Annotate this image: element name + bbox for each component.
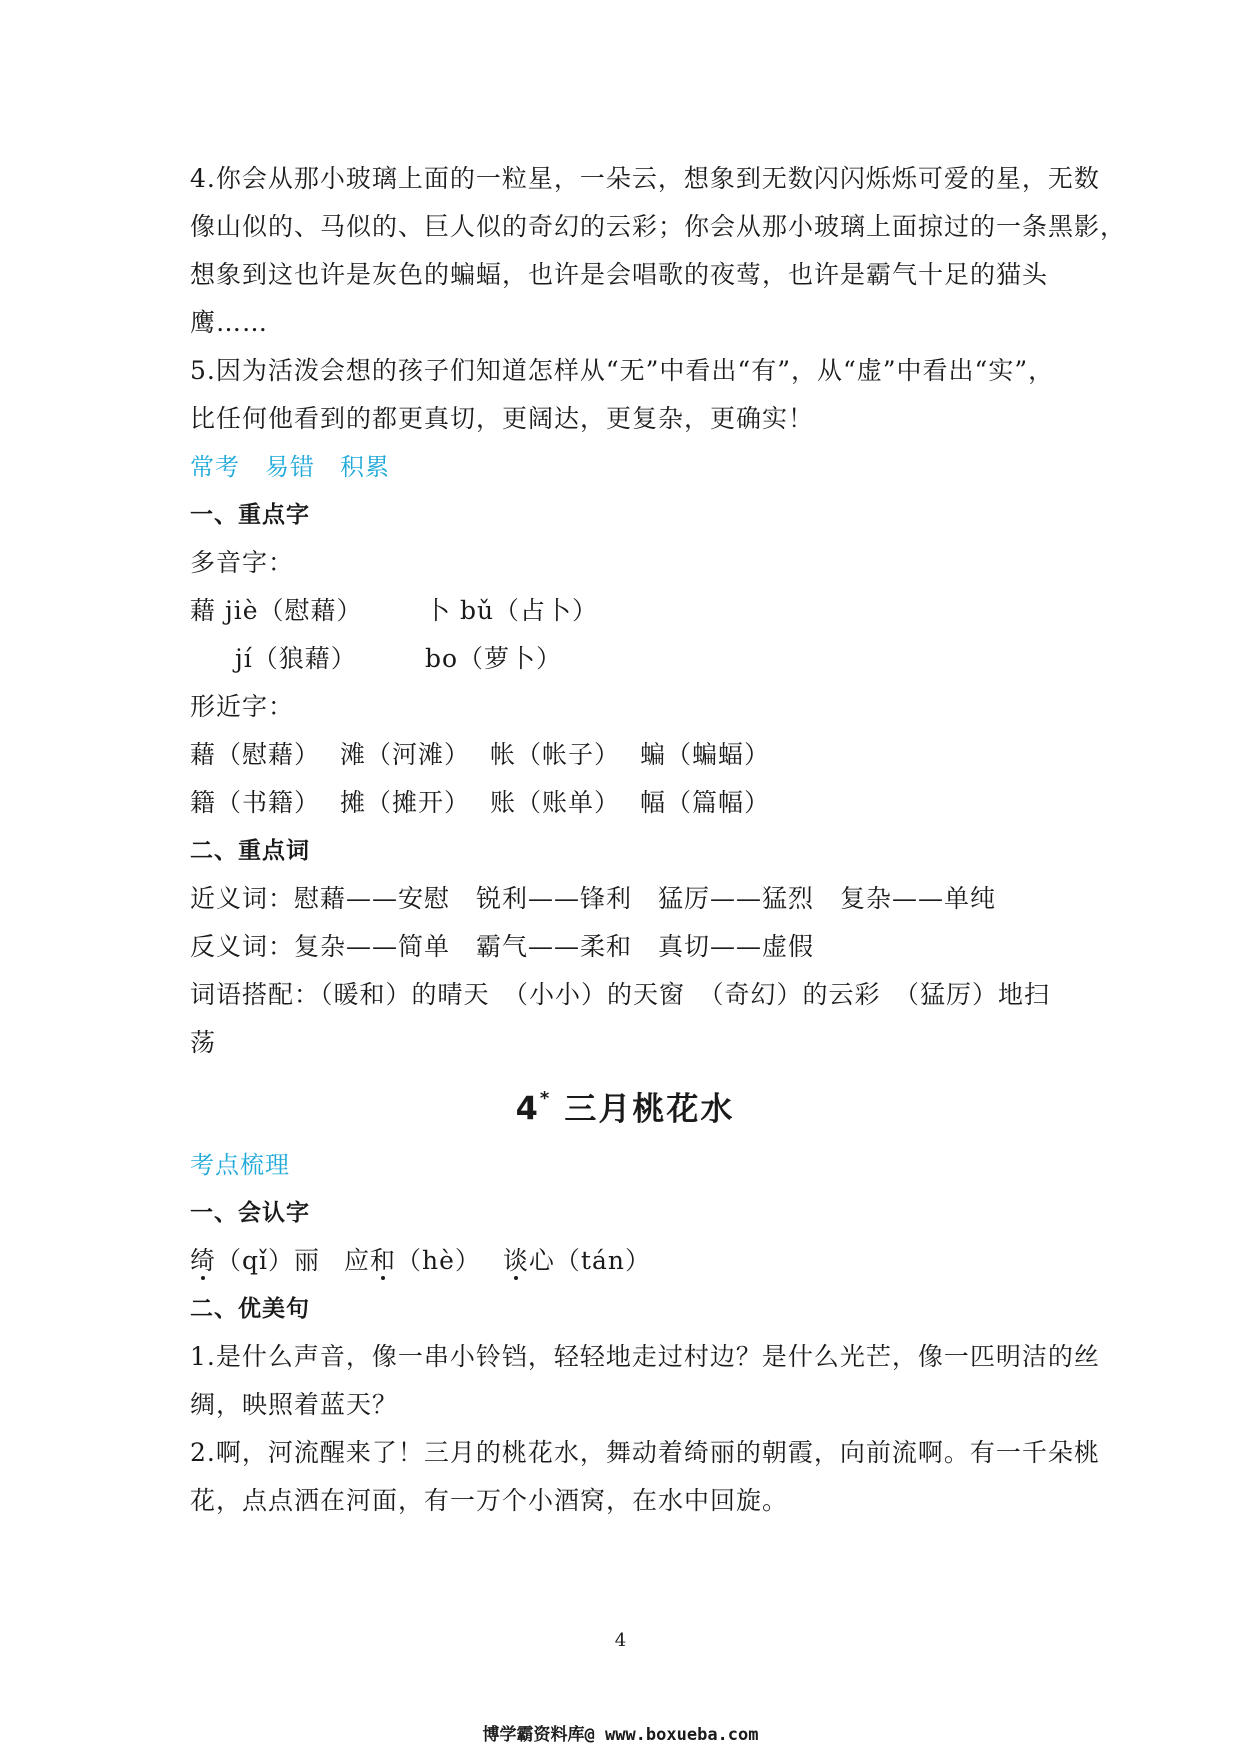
similar-entry: 滩（河滩） [340, 740, 471, 769]
polyphone-label: 多音字： [190, 548, 295, 577]
antonyms-line: 反义词：复杂——简单 霸气——柔和 真切——虚假 [190, 932, 815, 961]
recognize-heading: 一、会认字 [190, 1199, 310, 1226]
synonyms-line: 近义词：慰藉——安慰 锐利——锋利 猛厉——猛烈 复杂——单纯 [190, 884, 997, 913]
recognize-pre: 应 [343, 1245, 370, 1275]
recognize-char: 谈 [502, 1245, 529, 1275]
text-line: 绸，映照着蓝天？ [190, 1389, 399, 1419]
recognize-rest: （qǐ）丽 [216, 1245, 321, 1275]
lesson-number: 4 [515, 1089, 540, 1128]
lesson-name: 三月桃花水 [564, 1089, 735, 1128]
polyphone-entry: bo（萝卜） [425, 644, 563, 673]
passage-item-5 [190, 347, 1060, 443]
section-label-common: 常考 易错 积累 [190, 453, 390, 481]
section-label-outline: 考点梳理 [190, 1150, 290, 1179]
sentences-heading: 二、优美句 [190, 1295, 310, 1322]
collocation-line: 词语搭配：（暖和）的晴天 （小小）的天窗 （奇幻）的云彩 （猛厉）地扫 [190, 980, 1051, 1009]
recognize-rest: （hè） [395, 1245, 481, 1275]
recognize-row [190, 1237, 1060, 1285]
similar-label: 形近字： [190, 692, 295, 721]
text-line: 花，点点洒在河面，有一万个小酒窝，在水中回旋。 [190, 1485, 789, 1515]
text-line: 1.是什么声音，像一串小铃铛，轻轻地走过村边？是什么光芒，像一匹明洁的丝 [190, 1341, 1100, 1371]
polyphone-entry: jí（狼藉） [235, 644, 357, 673]
polyphone-row [190, 587, 1060, 635]
collocation-line: 荡 [190, 1028, 217, 1057]
key-chars-heading: 一、重点字 [190, 502, 310, 528]
similar-row [190, 731, 1060, 779]
passage-item-4 [190, 155, 1127, 347]
similar-entry: 帐（帐子） [490, 740, 621, 769]
recognize-entry [503, 1237, 651, 1285]
text-line: 5.因为活泼会想的孩子们知道怎样从“无”中看出“有”，从“虚”中看出“实”， [190, 356, 1055, 385]
recognize-entry [344, 1237, 494, 1285]
text-line: 4.你会从那小玻璃上面的一粒星，一朵云，想象到无数闪闪烁烁可爱的星，无数 [190, 164, 1100, 193]
text-line: 鹰…… [190, 308, 269, 337]
similar-entry: 蝙（蝙蝠） [640, 740, 771, 769]
similar-entry: 籍（书籍） [190, 788, 321, 817]
similar-entry: 摊（摊开） [340, 788, 471, 817]
text-line: 比任何他看到的都更真切，更阔达，更复杂，更确实！ [190, 404, 815, 433]
similar-entry: 藉（慰藉） [190, 740, 321, 769]
recognize-rest: 心（tán） [528, 1245, 651, 1275]
page-number: 4 [614, 1630, 627, 1651]
polyphone-entry: 藉 jiè（慰藉） [190, 596, 363, 625]
recognize-entry [190, 1237, 335, 1285]
lesson-title [190, 1071, 1060, 1141]
text-line: 想象到这也许是灰色的蝙蝠，也许是会唱歌的夜莺，也许是霸气十足的猫头 [190, 260, 1049, 289]
text-line: 像山似的、马似的、巨人似的奇幻的云彩；你会从那小玻璃上面掠过的一条黑影， [190, 212, 1127, 241]
footer-watermark: 博学霸资料库@ www.boxueba.com [482, 1725, 759, 1745]
page-content [190, 155, 1127, 1525]
similar-entry: 幅（篇幅） [640, 788, 771, 817]
lesson-mark: * [539, 1088, 552, 1109]
text-line: 2.啊，河流醒来了！三月的桃花水，舞动着绮丽的朝霞，向前流啊。有一千朵桃 [190, 1437, 1100, 1467]
polyphone-entry: 卜 bǔ（占卜） [425, 596, 599, 625]
similar-entry: 账（账单） [490, 788, 621, 817]
key-words-heading: 二、重点词 [190, 838, 310, 864]
similar-row [190, 779, 1060, 827]
recognize-char: 和 [369, 1245, 396, 1275]
recognize-char: 绮 [190, 1245, 217, 1275]
polyphone-row [190, 635, 1060, 683]
